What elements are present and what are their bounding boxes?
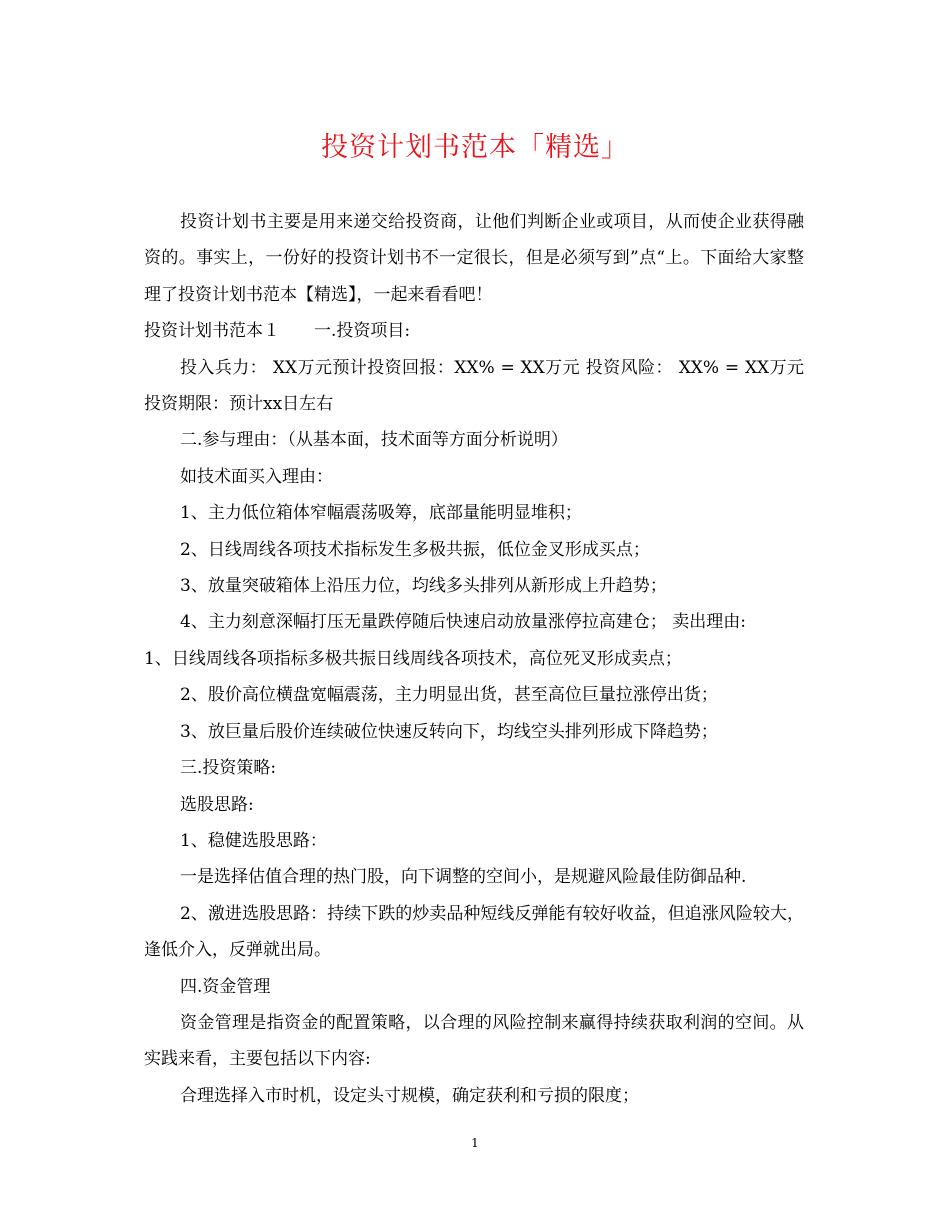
paragraph-buy-reasons-heading: 如技术面买入理由： xyxy=(180,466,333,487)
document-title: 投资计划书范本「精选」 xyxy=(321,132,629,163)
paragraph-sample-heading: 投资计划书范本１ 一.投资项目: xyxy=(144,321,411,342)
paragraph-aggressive-selection: 2、激进选股思路：持续下跌的炒卖品种短线反弹能有较好收益，但追涨风险较大，逢低介入，反弹就出局。 xyxy=(144,903,804,961)
paragraph-section-fund-management: 四.资金管理 xyxy=(180,976,271,997)
paragraph-entry-timing: 合理选择入市时机，设定头寸规模，确定获利和亏损的限度； xyxy=(180,1085,639,1106)
paragraph-steady-selection-detail: 一是选择估值合理的热门股，向下调整的空间小，是规避风险最佳防御品种. xyxy=(180,867,747,888)
paragraph-sell-reason-1: 1、日线周线各项指标多极共振日线周线各项技术，高位死叉形成卖点； xyxy=(144,648,682,669)
paragraph-buy-reason-4: 4、主力刻意深幅打压无量跌停随后快速启动放量涨停拉高建仓； 卖出理由: xyxy=(180,612,746,633)
paragraph-steady-selection: 1、稳健选股思路： xyxy=(180,830,327,851)
paragraph-buy-reason-2: 2、日线周线各项技术指标发生多极共振，低位金叉形成买点； xyxy=(180,539,650,560)
paragraph-buy-reason-3: 3、放量突破箱体上沿压力位，均线多头排列从新形成上升趋势； xyxy=(180,576,667,597)
paragraph-section-strategy: 三.投资策略: xyxy=(180,758,277,779)
paragraph-buy-reason-1: 1、主力低位箱体窄幅震荡吸筹，底部量能明显堆积； xyxy=(180,503,582,524)
paragraph-sell-reason-3: 3、放巨量后股价连续破位快速反转向下，均线空头排列形成下降趋势； xyxy=(180,721,718,742)
paragraph-section-reasons: 二.参与理由：（从基本面，技术面等方面分析说明） xyxy=(180,430,568,451)
paragraph-intro: 投资计划书主要是用来递交给投资商，让他们判断企业或项目，从而使企业获得融资的。事实上，一份好的投资计划书不一定很长，但是必须写到”点“上。下面给大家整理了投资计划书范本【精选】，一起来看看吧！ xyxy=(144,212,804,305)
paragraph-stock-selection: 选股思路: xyxy=(180,794,254,815)
paragraph-fund-management-detail: 资金管理是指资金的配置策略，以合理的风险控制来赢得持续获取利润的空间。从实践来看，主要包括以下内容: xyxy=(144,1012,804,1070)
paragraph-sell-reason-2: 2、股价高位横盘宽幅震荡，主力明显出货，甚至高位巨量拉涨停出货； xyxy=(180,685,718,706)
paragraph-investment-details: 投入兵力： XX万元预计投资回报：XX% = XX万元 投资风险： XX% = XX万元 投资期限：预计xx日左右 xyxy=(144,357,804,415)
document-body xyxy=(144,204,804,1114)
page-number: 1 xyxy=(471,1136,479,1150)
